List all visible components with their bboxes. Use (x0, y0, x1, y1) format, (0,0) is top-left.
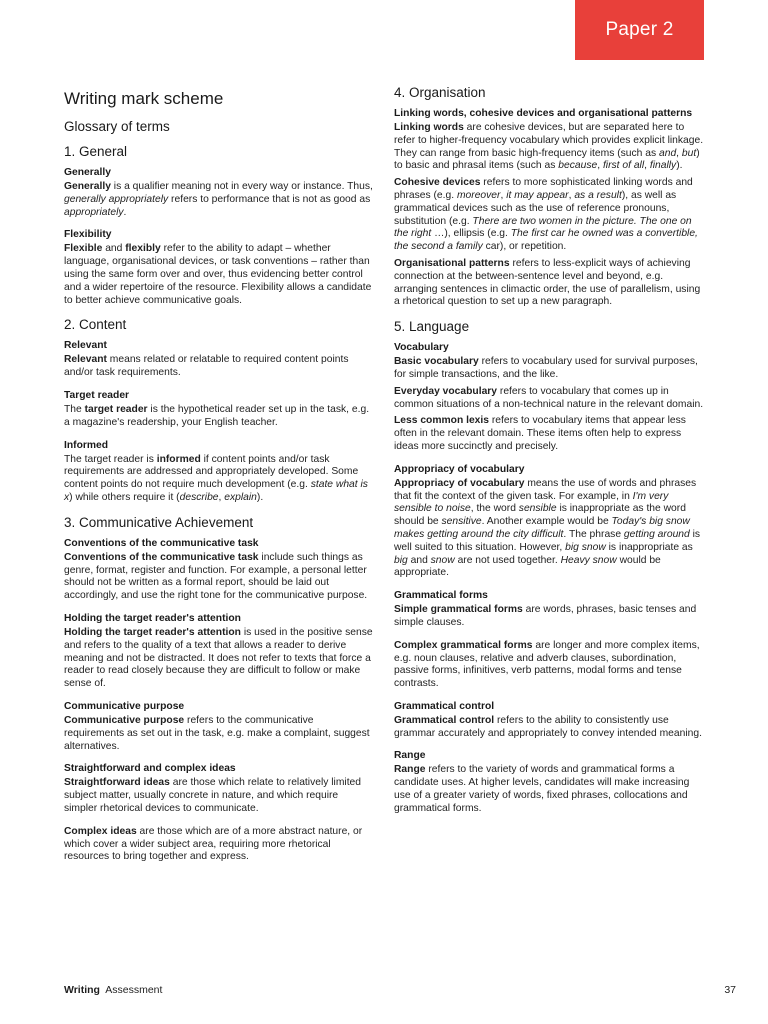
section-heading-1-general: 1. General (64, 144, 128, 159)
footer-section (64, 984, 162, 996)
section-heading-5-language: 5. Language (394, 319, 470, 335)
definition-paragraph: Everyday vocabulary refers to vocabulary that comes up in common situations of a non-technical nature in the relevant domain. (394, 385, 704, 410)
left-column (64, 86, 374, 874)
definition-paragraph: Communicative purpose refers to the communicative requirements as set out in the task, e.g. make a complaint, suggest alternatives. (64, 714, 370, 752)
term-heading-vocabulary: Vocabulary (394, 342, 449, 354)
footer-section-label: Assessment (105, 984, 163, 996)
definition-paragraph: Appropriacy of vocabulary means the use of words and phrases that fit the context of the given task. For example, in I'm very sensible to noise, the word sensible is inappropriate as the word should be sensitive. Another example would be Today's big snow makes getting around the city difficult. The phrase getting around is well suited to this situation. However, big snow is inappropriate as big and snow are not used together. Heavy snow would be appropriate. (394, 477, 701, 579)
glossary-heading: Glossary of terms (64, 119, 170, 134)
term-heading-flexibility: Flexibility (64, 229, 112, 241)
footer-section-name: Writing (64, 984, 100, 996)
definition-paragraph: Basic vocabulary refers to vocabulary used for survival purposes, for simple transactions, and the like. (394, 356, 698, 380)
paper-tab (575, 0, 704, 60)
section-heading-4-organisation: 4. Organisation (394, 85, 486, 100)
term-heading-linking-words-cohesive-devices-and-organisational-patterns: Linking words, cohesive devices and organisational patterns (394, 108, 693, 119)
page-number: 37 (724, 984, 736, 996)
definition-paragraph: Simple grammatical forms are words, phrases, basic tenses and simple clauses. (394, 604, 697, 628)
term-heading-grammatical-control: Grammatical control (394, 700, 495, 712)
definition-paragraph: Range refers to the variety of words and grammatical forms a candidate uses. At higher levels, candidates will make increasing use of a greater variety of words, fixed phrases, collocations and grammatical forms. (394, 764, 690, 814)
term-heading-relevant: Relevant (64, 340, 107, 352)
term-heading-conventions-of-the-communicative-task: Conventions of the communicative task (64, 537, 259, 549)
page-title: Writing mark scheme (64, 89, 224, 108)
definition-paragraph: Less common lexis refers to vocabulary items that appear less often in the relevant domain. These items often help to express ideas more succinctly and precisely. (394, 415, 686, 452)
definition-paragraph: Flexible and flexibly refer to the ability to adapt – whether language, organisational devices, or task conventions – rather than using the same form over and over, thus evidencing better control and a wider repertoire of the resource. Flexibility allows a candidate to better achieve communicative goals. (64, 243, 372, 306)
definition-paragraph: Relevant means related or relatable to required content points and/or task requirements. (64, 354, 349, 379)
definition-paragraph: Complex ideas are those which are of a more abstract nature, or which cover a wider subject area, requiring more rhetorical resources to bring together and express. (64, 825, 363, 863)
definition-paragraph: Straightforward ideas are those which relate to relatively limited subject matter, usually concrete in nature, and which require simpler rhetorical devices to communicate. (64, 777, 362, 814)
definition-paragraph: The target reader is the hypothetical reader set up in the task, e.g. a magazine's readership, your English teacher. (64, 403, 370, 428)
definition-paragraph: Generally is a qualifier meaning not in every way or instance. Thus, generally appropriately refers to performance that is not as good as appropriately. (64, 181, 373, 218)
definition-paragraph: Complex grammatical forms are longer and more complex items, e.g. noun clauses, relative and adverb clauses, subordination, passive forms, infinitives, verb patterns, modal forms and tense contrasts. (394, 639, 700, 690)
definition-paragraph: Organisational patterns refers to less-explicit ways of achieving connection at the between-sentence level and beyond, e.g. arranging sentences in climactic order, the use of parallelism, using a rhetorical question to set up a new paragraph. (394, 257, 701, 308)
right-column (394, 85, 708, 826)
term-heading-holding-the-target-reader-s-attention: Holding the target reader's attention (64, 612, 241, 624)
term-heading-generally: Generally (64, 167, 111, 178)
term-heading-target-reader: Target reader (64, 389, 130, 401)
term-heading-appropriacy-of-vocabulary: Appropriacy of vocabulary (394, 463, 525, 475)
section-heading-3-communicative-achievement: 3. Communicative Achievement (64, 514, 254, 530)
definition-paragraph: Linking words are cohesive devices, but are separated here to refer to higher-frequency vocabulary which provides explicit linkage. They can range from basic high-frequency items (such as and, but) to basic and phrasal items (such as because, first of all, finally). (394, 122, 704, 172)
definition-paragraph: Holding the target reader's attention is used in the positive sense and refers to the quality of a text that allows a reader to derive meaning and not be distracted. It does not refer to texts that force a reader to read closely because they are difficult to follow or make sense of. (64, 626, 373, 690)
term-heading-straightforward-and-complex-ideas: Straightforward and complex ideas (64, 763, 236, 775)
definition-paragraph: Conventions of the communicative task include such things as genre, format, register and function. For example, a personal letter should not be written as a formal report, should be laid out accordingly, and use the right tone for the communicative purpose. (64, 551, 368, 602)
term-heading-grammatical-forms: Grammatical forms (394, 590, 488, 602)
definition-paragraph: The target reader is informed if content points and/or task requirements are addressed and appropriately developed. Some content points do not require much development (e.g. state what is x) while others require it (describe, explain). (64, 453, 368, 503)
term-heading-informed: Informed (64, 439, 109, 451)
section-heading-2-content: 2. Content (64, 317, 127, 333)
definition-paragraph: Grammatical control refers to the ability to consistently use grammar accurately and appropriately to convey intended meaning. (394, 714, 702, 739)
paper-tab-label: Paper 2 (605, 19, 674, 40)
term-heading-communicative-purpose: Communicative purpose (64, 700, 185, 712)
definition-paragraph: Cohesive devices refers to more sophisticated linking words and phrases (e.g. moreover, it may appear, as a result), as well as grammatical devices such as the use of reference pronouns, substitution (e.g. There are two women in the picture. The one on the right …), ellipsis (e.g. The first car he owned was a convertible, the second a family car), or repetition. (394, 177, 698, 253)
term-heading-range: Range (394, 750, 426, 762)
